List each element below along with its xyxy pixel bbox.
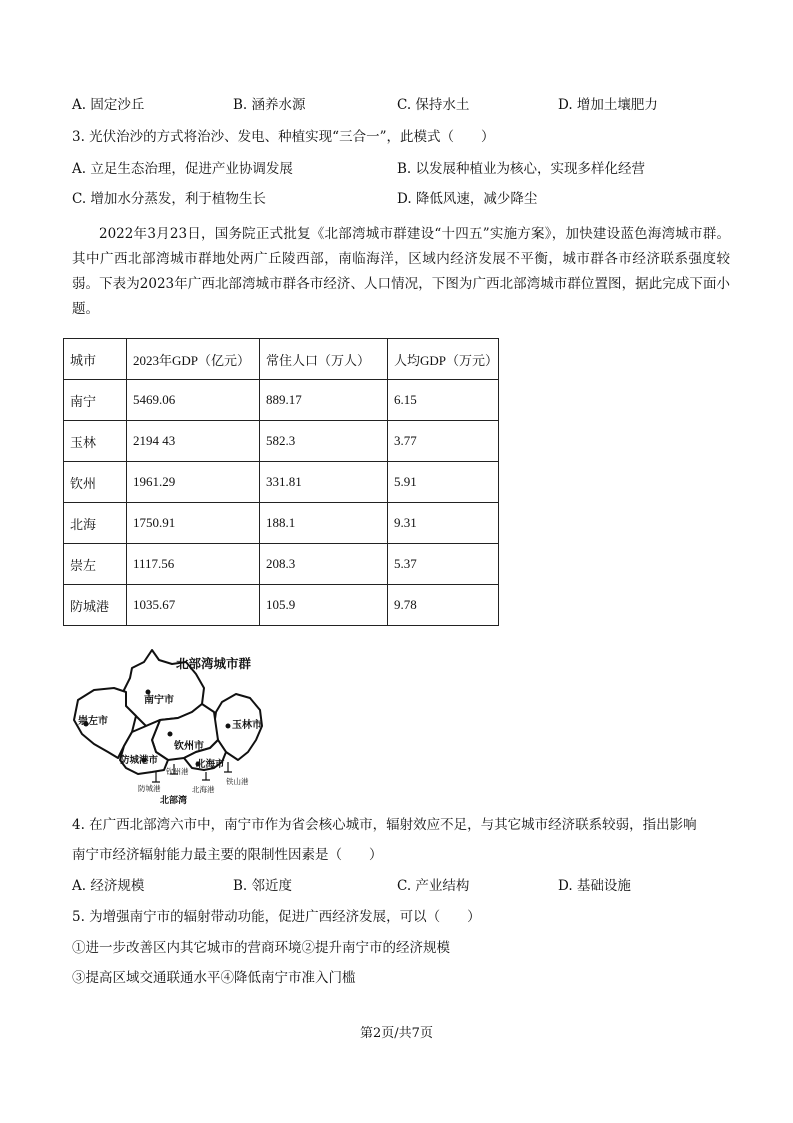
table-cell: 582.3 bbox=[260, 421, 388, 462]
q5-choice-line1: ①进一步改善区内其它城市的营商环境②提升南宁市的经济规模 bbox=[72, 940, 450, 956]
q4-stem-line1: 4. 在广西北部湾六市中，南宁市作为省会核心城市，辐射效应不足，与其它城市经济联系较弱，指出影响 bbox=[72, 817, 697, 833]
port-anchor-icon bbox=[152, 772, 160, 782]
table-header-row bbox=[64, 339, 499, 380]
q4-stem-line2: 南宁市经济辐射能力最主要的限制性因素是（ ） bbox=[72, 847, 383, 863]
table-cell: 防城港 bbox=[64, 585, 127, 626]
map-label-fangchenggang-port: 防城港 bbox=[138, 784, 161, 793]
q2-option-d: D. 增加土壤肥力 bbox=[558, 97, 658, 113]
q2-option-a: A. 固定沙丘 bbox=[72, 97, 145, 113]
q3-option-a: A. 立足生态治理，促进产业协调发展 bbox=[72, 161, 293, 177]
table-cell: 1961.29 bbox=[127, 462, 260, 503]
table-cell: 南宁 bbox=[64, 380, 127, 421]
table-cell: 9.31 bbox=[388, 503, 499, 544]
table-header: 城市 bbox=[64, 339, 127, 380]
q2-option-b: B. 涵养水源 bbox=[233, 97, 306, 113]
nanning-dot bbox=[146, 690, 151, 695]
map-label-chongzuo: 崇左市 bbox=[78, 716, 108, 727]
port-anchor-icon bbox=[202, 772, 210, 780]
table-cell: 331.81 bbox=[260, 462, 388, 503]
q2-option-c: C. 保持水土 bbox=[397, 97, 470, 113]
table-cell: 9.78 bbox=[388, 585, 499, 626]
intro-text: 2022年3月23日，国务院正式批复《北部湾城市群建设“十四五”实施方案》，加快建设蓝色海湾城市群。其中广西北部湾城市群地处两广丘陵西部，南临海洋，区域内经济发展不平衡，城市群各市经济联系强度较弱。下表为2023年广西北部湾城市群各市经济、人口情况，下图为广西北部湾城市群位置图，据此完成下面小题。 bbox=[72, 226, 730, 317]
beibu-gulf-map bbox=[64, 648, 292, 806]
q5-stem: 5. 为增强南宁市的辐射带动功能，促进广西经济发展，可以（ ） bbox=[72, 909, 481, 925]
map-label-tieshan-port: 铁山港 bbox=[226, 777, 249, 786]
table-row bbox=[64, 585, 499, 626]
table-cell: 889.17 bbox=[260, 380, 388, 421]
table-row bbox=[64, 544, 499, 585]
table-cell: 1035.67 bbox=[127, 585, 260, 626]
q5-choice-line2: ③提高区域交通联通水平④降低南宁市准入门槛 bbox=[72, 970, 356, 986]
q3-option-d: D. 降低风速，减少降尘 bbox=[397, 191, 538, 207]
map-label-fangchenggang: 防城港市 bbox=[120, 755, 159, 766]
table-cell: 105.9 bbox=[260, 585, 388, 626]
map-title: 北部湾城市群 bbox=[176, 656, 252, 671]
table-cell: 北海 bbox=[64, 503, 127, 544]
q4-option-c: C. 产业结构 bbox=[397, 878, 470, 894]
table-cell: 崇左 bbox=[64, 544, 127, 585]
table-header: 常住人口（万人） bbox=[260, 339, 388, 380]
q3-option-c: C. 增加水分蒸发，利于植物生长 bbox=[72, 191, 266, 207]
port-anchor-icon bbox=[224, 762, 232, 772]
table-cell: 5.91 bbox=[388, 462, 499, 503]
qinzhou-dot bbox=[168, 732, 173, 737]
table-header: 2023年GDP（亿元） bbox=[127, 339, 260, 380]
map-label-qinzhou: 钦州市 bbox=[174, 741, 204, 752]
table-cell: 1117.56 bbox=[127, 544, 260, 585]
map-label-sea: 北部湾 bbox=[160, 796, 188, 806]
table-row bbox=[64, 421, 499, 462]
table-row bbox=[64, 380, 499, 421]
map-label-yulin: 玉林市 bbox=[232, 720, 262, 731]
table-cell: 5469.06 bbox=[127, 380, 260, 421]
q3-stem: 3. 光伏治沙的方式将治沙、发电、种植实现“三合一”，此模式（ ） bbox=[72, 129, 495, 145]
q4-option-d: D. 基础设施 bbox=[558, 878, 631, 894]
map-label-nanning: 南宁市 bbox=[144, 695, 174, 706]
table-cell: 188.1 bbox=[260, 503, 388, 544]
map-label-qinzhou-port: 钦州港 bbox=[166, 767, 189, 776]
table-cell: 钦州 bbox=[64, 462, 127, 503]
table-cell: 3.77 bbox=[388, 421, 499, 462]
q4-option-b: B. 邻近度 bbox=[233, 878, 293, 894]
q4-option-a: A. 经济规模 bbox=[72, 878, 145, 894]
intro-paragraph bbox=[72, 222, 730, 322]
table-cell: 208.3 bbox=[260, 544, 388, 585]
table-row bbox=[64, 462, 499, 503]
map-label-beihai: 北海市 bbox=[196, 759, 225, 770]
page-number: 第2页/共7页 bbox=[360, 1026, 433, 1041]
city-data-table bbox=[63, 338, 499, 626]
table-cell: 6.15 bbox=[388, 380, 499, 421]
q3-option-b: B. 以发展种植业为核心，实现多样化经营 bbox=[397, 161, 646, 177]
table-header: 人均GDP（万元） bbox=[388, 339, 499, 380]
table-row bbox=[64, 503, 499, 544]
table-cell: 1750.91 bbox=[127, 503, 260, 544]
table-cell: 2194 43 bbox=[127, 421, 260, 462]
map-label-beihai-port: 北海港 bbox=[192, 785, 215, 794]
table-cell: 5.37 bbox=[388, 544, 499, 585]
yulin-dot bbox=[226, 724, 231, 729]
table-cell: 玉林 bbox=[64, 421, 127, 462]
